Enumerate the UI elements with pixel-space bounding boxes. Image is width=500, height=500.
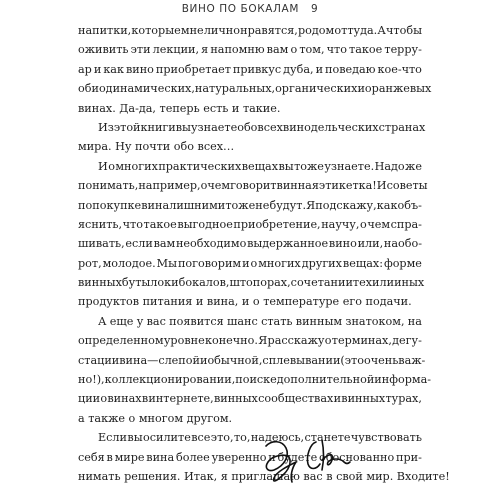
text-line: А еще у вас появится шанс стать винным знатоком, на xyxy=(98,314,422,328)
text-line: себя в мире вина более уверенно и будете обоснованно при- xyxy=(78,450,422,464)
text-line: винных бутылок и бокалов, штопорах, сочетании тех или иных xyxy=(78,276,425,290)
text-line: Если вы осилите все это, то, надеюсь, станете чувствовать xyxy=(98,431,422,445)
running-header xyxy=(0,3,500,15)
text-line: по покупке вина лишними тоже не будут. Я подскажу, как объ- xyxy=(78,198,422,212)
text-line: о биодинамических, натуральных, органических и оранжевых xyxy=(78,82,432,96)
text-line: И о многих практических вещах вы тоже узнаете. Надо же xyxy=(98,159,422,173)
page-number: 9 xyxy=(311,3,319,15)
author-signature xyxy=(262,432,354,488)
text-line: шивать, если вам необходимо выдержанное вино или, наобо- xyxy=(78,237,422,251)
text-line: продуктов питания и вина, и о температуре его подачи. xyxy=(78,295,412,309)
body-text xyxy=(78,21,450,486)
text-line: стации вина — слепой и обычной, сплевывании (это очень важ- xyxy=(78,353,426,367)
running-header-title: ВИНО ПО БОКАЛАМ xyxy=(181,3,299,15)
text-line: а также о многом другом. xyxy=(78,411,233,425)
text-line: но!), коллекционировании, поиске дополнительной информа- xyxy=(78,373,432,387)
text-line: Из этой книги вы узнаете обо всех винодельческих странах xyxy=(98,120,426,134)
text-line: оживить эти лекции, я напомню вам о том, что такое терру- xyxy=(78,43,422,57)
text-line: ар и как вино приобретает привкус дуба, и поведаю кое-что xyxy=(78,62,422,76)
text-line: нимать решения. Итак, я приглашаю вас в свой мир. Входите! xyxy=(78,469,450,483)
text-line: мира. Ну почти обо всех… xyxy=(78,140,235,154)
text-line: определенном уровне конечно. Я расскажу о терминах, дегу- xyxy=(78,334,422,348)
text-line: ции о винах в интернете, винных сообществах и винных турах, xyxy=(78,392,422,406)
text-line: понимать, например, о чем говорит винная этикетка! И советы xyxy=(78,179,428,193)
text-line: рот, молодое. Мы поговорим и о многих других вещах: форме xyxy=(78,256,422,270)
text-line: яснить, что такое выгодное приобретение, научу, о чем спра- xyxy=(78,217,422,231)
text-line: винах. Да-да, теперь есть и такие. xyxy=(78,101,281,115)
text-line: напитки, которые мне лично нравятся, родом оттуда. А чтобы xyxy=(78,24,422,37)
